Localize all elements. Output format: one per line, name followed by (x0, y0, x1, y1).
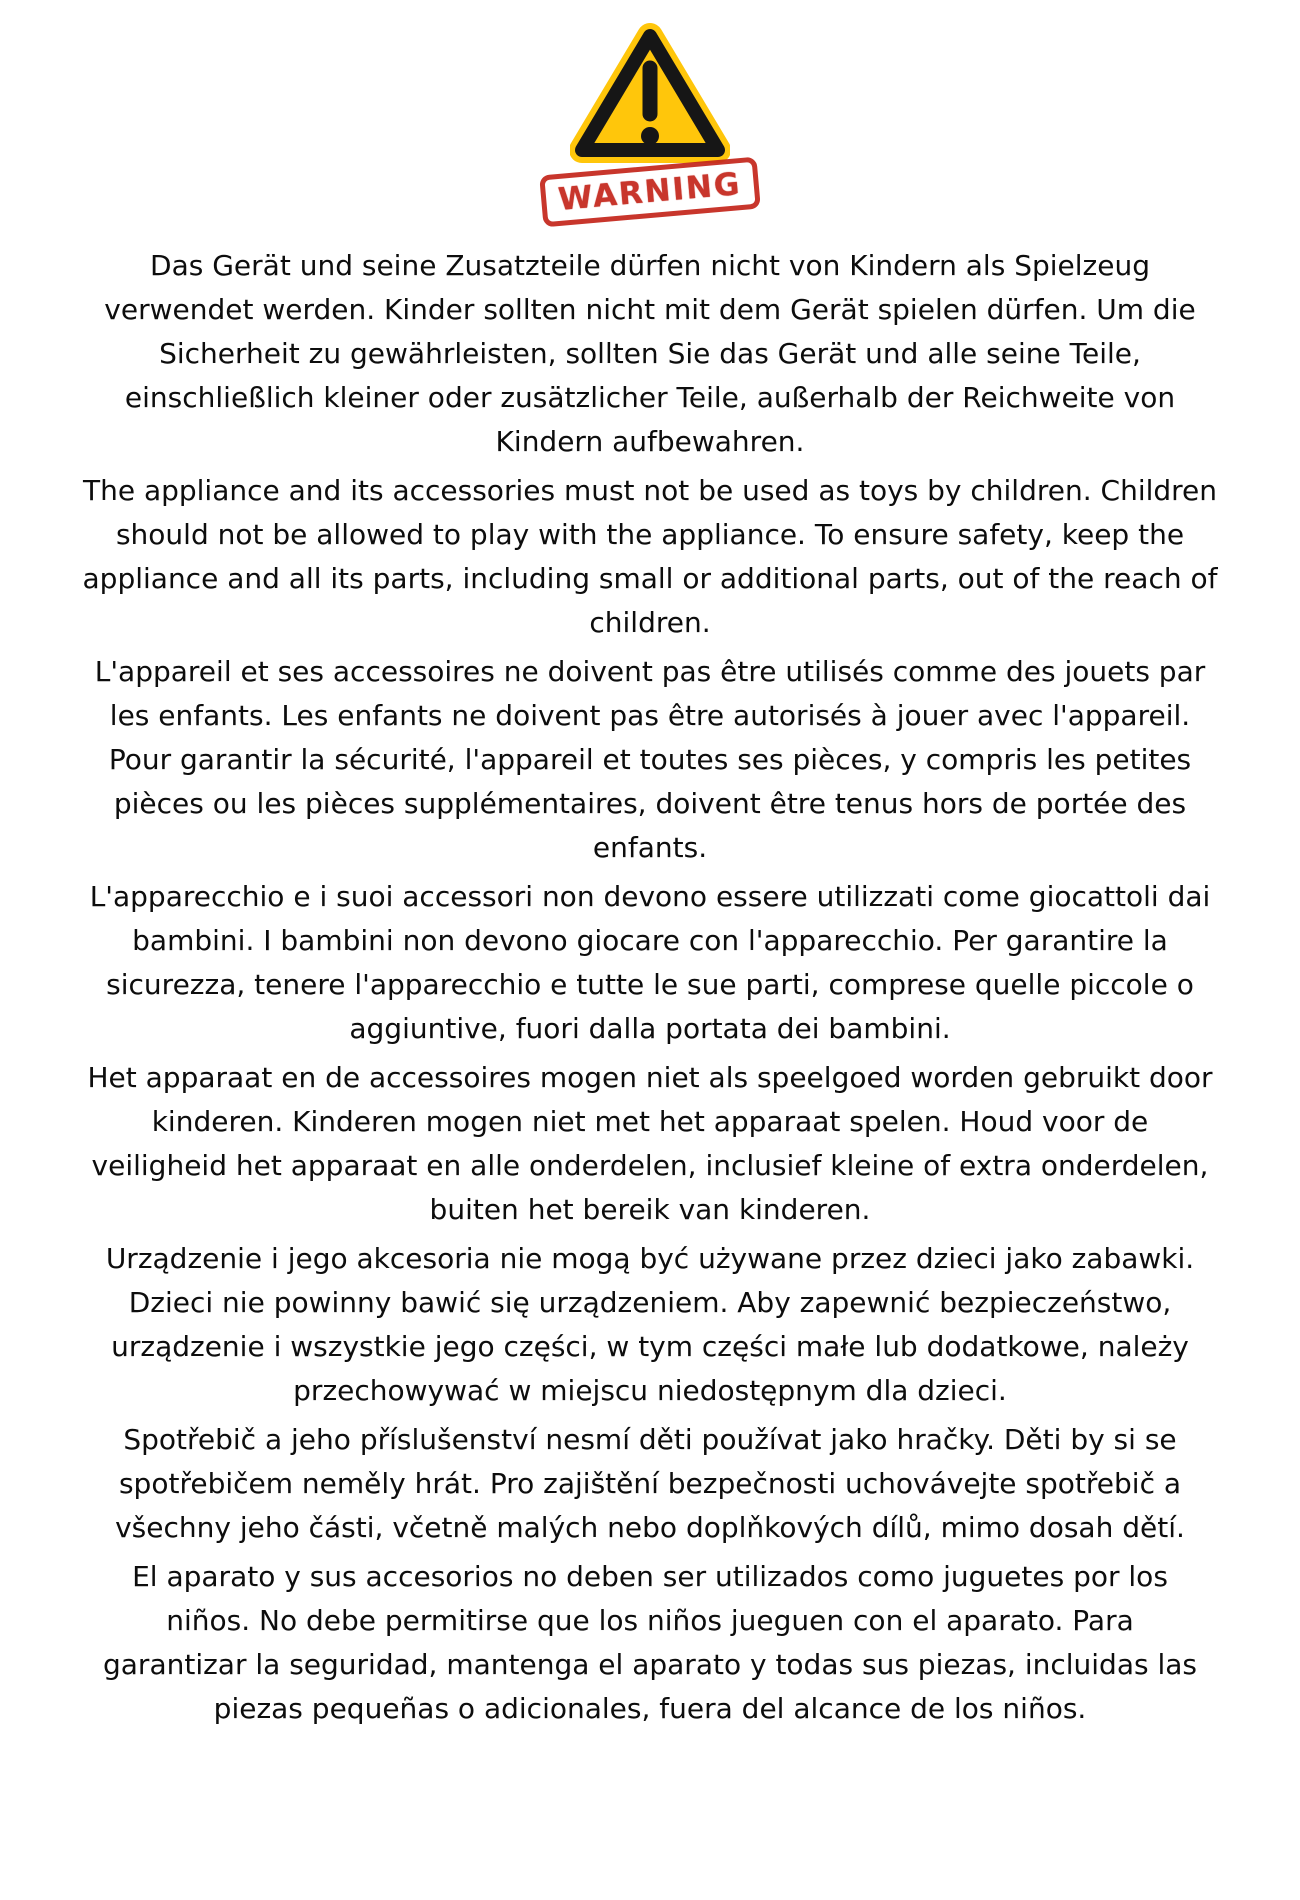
warning-text (0, 244, 1300, 1731)
text-line: buiten het bereik van kinderen. (429, 1193, 871, 1226)
text-line: Urządzenie i jego akcesoria nie mogą być używane przez dzieci jako zabawki. (105, 1242, 1195, 1275)
text-line: El aparato y sus accesorios no deben ser utilizados como juguetes por los (132, 1560, 1168, 1593)
text-line: bambini. I bambini non devono giocare con l'apparecchio. Per garantire la (132, 924, 1168, 957)
exclamation-dot (641, 127, 659, 145)
warning-stamp-label: WARNING (557, 166, 743, 218)
text-line: The appliance and its accessories must not be used as toys by children. Children (82, 474, 1218, 507)
text-line: kinderen. Kinderen mogen niet met het apparaat spelen. Houd voor de (151, 1105, 1149, 1138)
warning-paragraph-es (0, 1555, 1300, 1731)
text-line: urządzenie i wszystkie jego części, w tym części małe lub dodatkowe, należy (111, 1330, 1189, 1363)
text-line: garantizar la seguridad, mantenga el aparato y todas sus piezas, incluidas las (103, 1648, 1197, 1681)
warning-paragraph-it (0, 875, 1300, 1051)
text-line: przechowywać w miejscu niedostępnym dla dzieci. (293, 1374, 1007, 1407)
warning-paragraph-fr (0, 650, 1300, 870)
text-line: veiligheid het apparaat en alle onderdelen, inclusief kleine of extra onderdelen, (91, 1149, 1209, 1182)
text-line: Kindern aufbewahren. (495, 425, 805, 458)
text-line: Spotřebič a jeho příslušenství nesmí děti používat jako hračky. Děti by si se (123, 1423, 1177, 1456)
text-line: enfants. (592, 831, 708, 864)
warning-paragraph-nl (0, 1056, 1300, 1232)
text-line: niños. No debe permitirse que los niños jueguen con el aparato. Para (166, 1604, 1134, 1637)
text-line: Dzieci nie powinny bawić się urządzeniem. Aby zapewnić bezpieczeństwo, (128, 1286, 1172, 1319)
text-line: Das Gerät und seine Zusatzteile dürfen nicht von Kindern als Spielzeug (150, 249, 1150, 282)
text-line: children. (589, 606, 711, 639)
text-line: pièces ou les pièces supplémentaires, doivent être tenus hors de portée des (113, 787, 1187, 820)
warning-header (0, 0, 1300, 218)
text-line: les enfants. Les enfants ne doivent pas être autorisés à jouer avec l'appareil. (109, 699, 1191, 732)
text-line: appliance and all its parts, including small or additional parts, out of the reach of (82, 562, 1218, 595)
text-line: všechny jeho části, včetně malých nebo doplňkových dílů, mimo dosah dětí. (115, 1511, 1185, 1544)
warning-paragraph-de (0, 244, 1300, 464)
text-line: einschließlich kleiner oder zusätzlicher Teile, außerhalb der Reichweite von (124, 381, 1176, 414)
text-line: Pour garantir la sécurité, l'appareil et toutes ses pièces, y compris les petites (108, 743, 1192, 776)
text-line: L'appareil et ses accessoires ne doivent pas être utilisés comme des jouets par (94, 655, 1206, 688)
warning-paragraph-pl (0, 1237, 1300, 1413)
text-line: sicurezza, tenere l'apparecchio e tutte le sue parti, comprese quelle piccole o (106, 968, 1194, 1001)
text-line: spotřebičem neměly hrát. Pro zajištění bezpečnosti uchovávejte spotřebič a (118, 1467, 1182, 1500)
text-line: Sicherheit zu gewährleisten, sollten Sie das Gerät und alle seine Teile, (159, 337, 1141, 370)
warning-triangle-icon (570, 20, 730, 170)
text-line: L'apparecchio e i suoi accessori non devono essere utilizzati come giocattoli dai (89, 880, 1211, 913)
text-line: aggiuntive, fuori dalla portata dei bambini. (349, 1012, 951, 1045)
text-line: Het apparaat en de accessoires mogen niet als speelgoed worden gebruikt door (87, 1061, 1213, 1094)
text-line: piezas pequeñas o adicionales, fuera del alcance de los niños. (213, 1692, 1087, 1725)
warning-paragraph-cs (0, 1418, 1300, 1550)
text-line: verwendet werden. Kinder sollten nicht mit dem Gerät spielen dürfen. Um die (104, 293, 1196, 326)
warning-paragraph-en (0, 469, 1300, 645)
text-line: should not be allowed to play with the appliance. To ensure safety, keep the (115, 518, 1185, 551)
